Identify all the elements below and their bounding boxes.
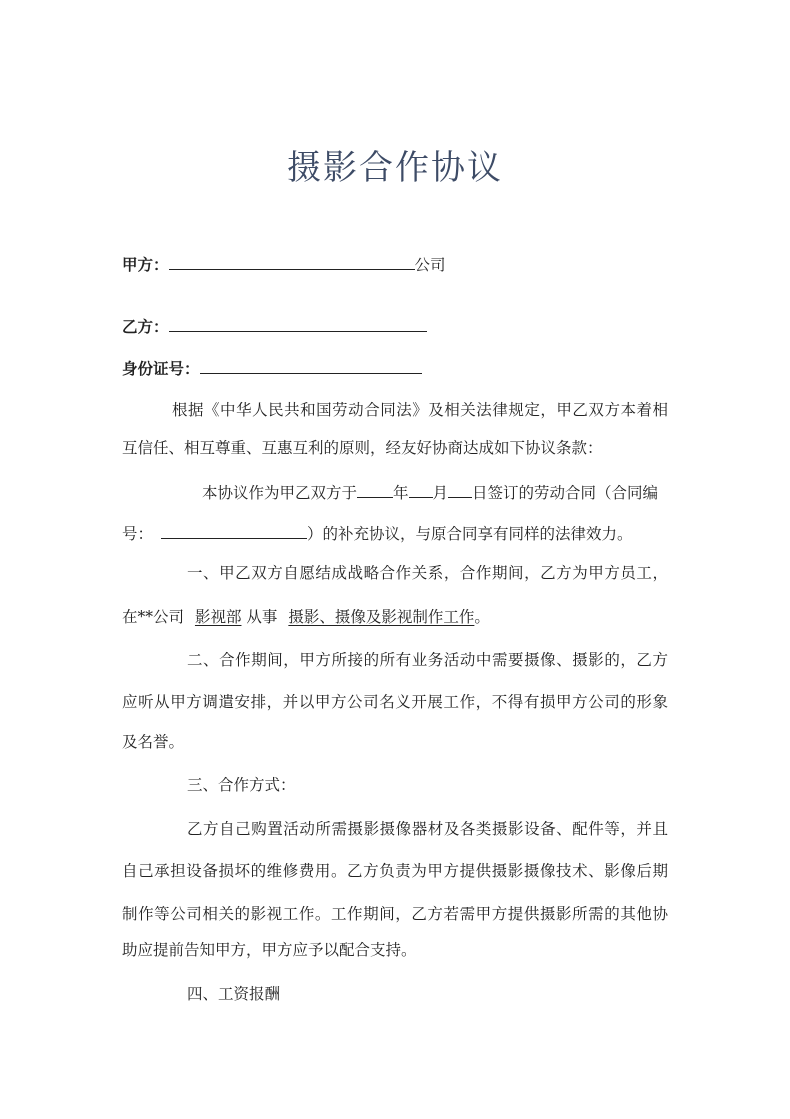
intro-line-1: 根据《中华人民共和国劳动合同法》及相关法律规定，甲乙双方本着相 bbox=[172, 401, 668, 419]
contract-number-blank bbox=[161, 522, 307, 539]
party-b-label: 乙方： bbox=[122, 317, 169, 336]
document-title: 摄影合作协议 bbox=[287, 148, 503, 188]
supplement-text-3: ）的补充协议，与原合同享有同样的法律效力。 bbox=[307, 525, 633, 543]
department-field: 影视部 bbox=[194, 608, 242, 626]
clause3-line-2: 自己承担设备损坏的维修费用。乙方负责为甲方提供摄影摄像技术、影像后期 bbox=[122, 862, 668, 880]
clause2-line-2: 应听从甲方调遣安排，并以甲方公司名义开展工作，不得有损甲方公司的形象 bbox=[122, 693, 668, 711]
id-number-blank bbox=[200, 357, 422, 374]
supplement-line-2 bbox=[122, 522, 633, 544]
work-field: 摄影、摄像及影视制作工作 bbox=[288, 608, 475, 626]
year-blank bbox=[357, 481, 393, 498]
clause3-line-3: 制作等公司相关的影视工作。工作期间，乙方若需甲方提供摄影所需的其他协 bbox=[122, 905, 668, 923]
id-number-label: 身份证号： bbox=[122, 359, 200, 378]
contract-number-label: 号： bbox=[122, 525, 154, 543]
clause1-line-2 bbox=[122, 607, 490, 627]
id-number-line bbox=[122, 357, 422, 379]
party-b-blank bbox=[169, 315, 427, 332]
intro-line-2: 互信任、相互尊重、互惠互利的原则，经友好协商达成如下协议条款： bbox=[122, 439, 603, 457]
party-a-blank bbox=[169, 253, 415, 270]
party-a-line bbox=[122, 253, 446, 275]
company-text: 在**公司 bbox=[122, 608, 185, 626]
clause4-heading: 四、工资报酬 bbox=[187, 985, 281, 1003]
clause2-line-1: 二、合作期间，甲方所接的所有业务活动中需要摄像、摄影的，乙方 bbox=[187, 651, 668, 669]
clause3-line-4: 助应提前告知甲方，甲方应予以配合支持。 bbox=[122, 941, 417, 959]
engaged-in-text: 从事 bbox=[246, 608, 278, 626]
month-label: 月 bbox=[432, 484, 449, 502]
party-a-label: 甲方： bbox=[122, 255, 169, 274]
party-a-suffix: 公司 bbox=[414, 256, 446, 274]
clause1-line-1: 一、甲乙双方自愿结成战略合作关系，合作期间，乙方为甲方员工， bbox=[187, 564, 668, 582]
clause3-line-1: 乙方自己购置活动所需摄影摄像器材及各类摄影设备、配件等，并且 bbox=[187, 820, 668, 838]
party-b-line bbox=[122, 315, 427, 337]
day-blank bbox=[448, 481, 472, 498]
supplement-text-2: 日签订的劳动合同（合同编 bbox=[472, 484, 659, 502]
supplement-text: 本协议作为甲乙双方于 bbox=[202, 484, 358, 502]
period: 。 bbox=[474, 608, 490, 626]
clause3-heading: 三、合作方式： bbox=[187, 776, 296, 794]
clause2-line-3: 及名誉。 bbox=[122, 733, 185, 751]
supplement-line-1 bbox=[202, 481, 658, 503]
year-label: 年 bbox=[393, 484, 409, 502]
month-blank bbox=[409, 481, 433, 498]
